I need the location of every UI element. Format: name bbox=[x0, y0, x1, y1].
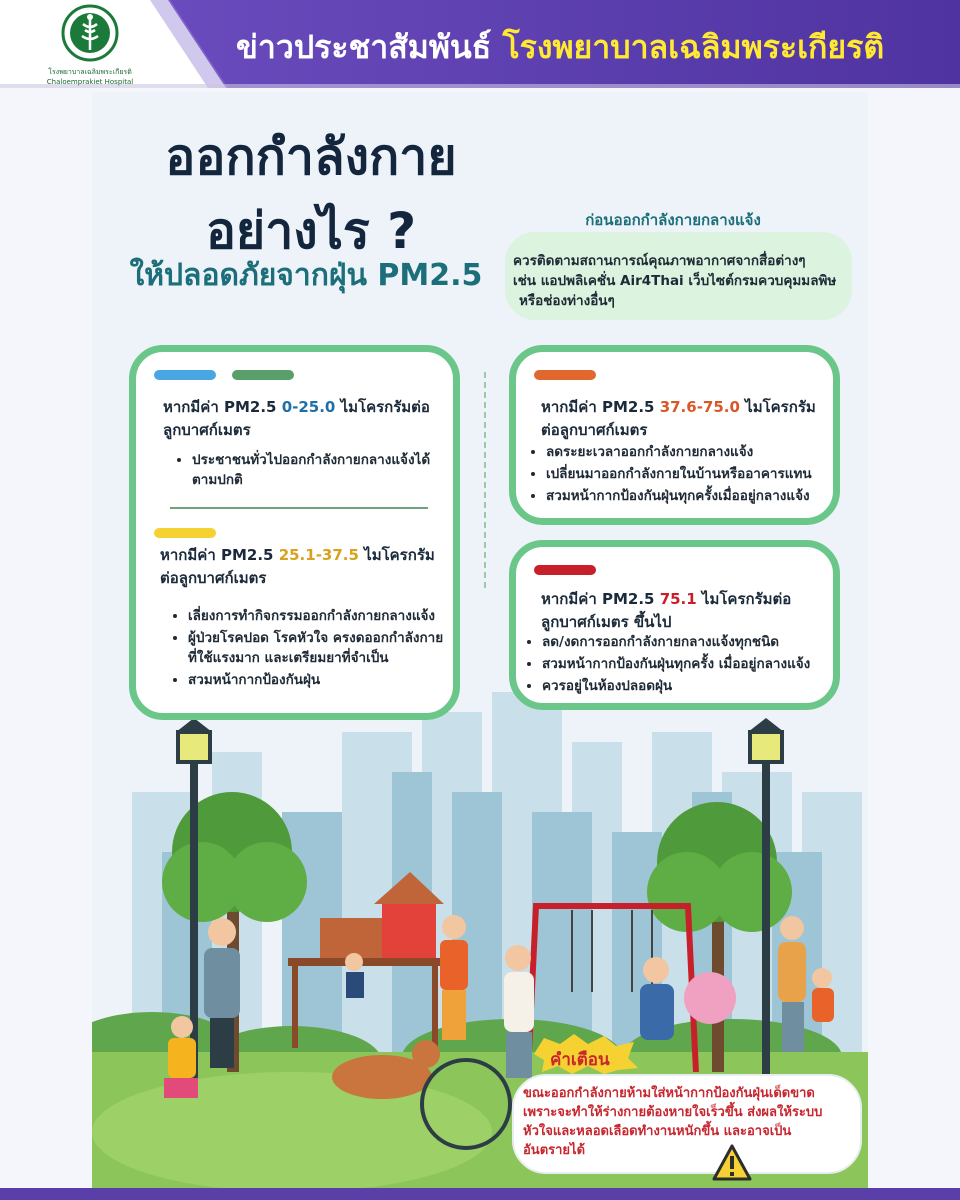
warning-line-4: อันตรายได้ bbox=[523, 1143, 586, 1158]
level-very-unhealthy-bullets bbox=[526, 632, 848, 698]
level-moderate-heading: หากมีค่า PM2.5 25.1-37.5 ไมโครกรัม ต่อลูกบาศก์เมตร bbox=[160, 546, 435, 587]
header-title-hospital: โรงพยาบาลเฉลิมพระเกียรติ bbox=[502, 28, 885, 66]
poster-title-line1: ออกกำลังกาย bbox=[165, 128, 457, 186]
warning-line-2: เพราะจะทำให้ร่างกายต้องหายใจเร็วขึ้น ส่งผลให้ระบบ bbox=[523, 1105, 823, 1120]
level-moderate-bullets bbox=[172, 606, 468, 692]
ministry-seal-icon bbox=[61, 4, 119, 62]
warning-text bbox=[523, 1084, 853, 1160]
level-very-unhealthy-value: 75.1 bbox=[659, 590, 697, 608]
header bbox=[0, 0, 960, 88]
level-very-unhealthy-bullet-3: • ควรอยู่ในห้องปลอดฝุ่น bbox=[542, 676, 848, 696]
column-divider bbox=[484, 372, 486, 588]
level-moderate-bullet-1: • เลี่ยงการทำกิจกรรมออกกำลังกายกลางแจ้ง bbox=[188, 606, 468, 626]
header-title bbox=[236, 22, 884, 73]
level-unhealthy-bullets bbox=[530, 442, 846, 508]
before-line-1: ควรติดตามสถานการณ์คุณภาพอากาศจากสื่อต่างๆ bbox=[513, 253, 806, 269]
warning-heading: คำเตือน bbox=[550, 1050, 610, 1070]
level-unhealthy-bullet-2: • เปลี่ยนมาออกกำลังกายในบ้านหรืออาคารแทน bbox=[546, 464, 846, 484]
warning-line-1: ขณะออกกำลังกายห้ามใส่หน้ากากป้องกันฝุ่นเด็ดขาด bbox=[523, 1086, 815, 1101]
level-good-value: 0-25.0 bbox=[281, 398, 336, 416]
level-very-unhealthy-heading: หากมีค่า PM2.5 75.1 ไมโครกรัมต่อ ลูกบาศก์เมตร ขึ้นไป bbox=[541, 590, 792, 631]
logo-name-th: โรงพยาบาลเฉลิมพระเกียรติ bbox=[48, 68, 132, 76]
level-unhealthy-bullet-1: • ลดระยะเวลาออกกำลังกายกลางแจ้ง bbox=[546, 442, 846, 462]
level-good-pill-green bbox=[232, 370, 294, 380]
level-very-unhealthy-pill bbox=[534, 565, 596, 575]
footer-bar bbox=[0, 1188, 960, 1200]
level-unhealthy-value: 37.6-75.0 bbox=[659, 398, 740, 416]
warning-line-3: หัวใจและหลอดเลือดทำงานหนักขึ้น และอาจเป็น bbox=[523, 1124, 792, 1139]
level-unhealthy-heading: หากมีค่า PM2.5 37.6-75.0 ไมโครกรัม ต่อลูกบาศก์เมตร bbox=[541, 398, 816, 439]
poster-subtitle: ให้ปลอดภัยจากฝุ่น PM2.5 bbox=[129, 258, 483, 293]
level-unhealthy-bullet-3: • สวมหน้ากากป้องกันฝุ่นทุกครั้งเมื่ออยู่กลางแจ้ง bbox=[546, 486, 846, 506]
before-line-2: เช่น แอปพลิเคชั่น Air4Thai เว็บไซต์กรมควบคุมมลพิษ bbox=[513, 273, 837, 289]
level-good-bullets bbox=[176, 450, 462, 492]
hospital-logo bbox=[40, 4, 140, 84]
level-very-unhealthy-bullet-1: • ลด/งดการออกกำลังกายกลางแจ้งทุกชนิด bbox=[542, 632, 848, 652]
level-moderate-bullet-3: • สวมหน้ากากป้องกันฝุ่น bbox=[188, 670, 468, 690]
level-unhealthy-pill bbox=[534, 370, 596, 380]
level-good-bullet-1: • ประชาชนทั่วไปออกกำลังกายกลางแจ้งได้ ตามปกติ bbox=[192, 450, 462, 490]
before-line-3: หรือช่องท่างอื่นๆ bbox=[519, 293, 615, 309]
header-title-prefix: ข่าวประชาสัมพันธ์ bbox=[236, 28, 492, 66]
poster-title-line2: อย่างไร ? bbox=[205, 202, 417, 260]
card-divider bbox=[170, 507, 428, 509]
logo-name-en: Chaloemprakiet Hospital bbox=[46, 78, 134, 86]
level-moderate-value: 25.1-37.5 bbox=[278, 546, 359, 564]
before-exercise-text bbox=[513, 251, 858, 311]
level-good-heading: หากมีค่า PM2.5 0-25.0 ไมโครกรัมต่อ ลูกบาศก์เมตร bbox=[163, 398, 430, 439]
level-good-pill-blue bbox=[154, 370, 216, 380]
warning-triangle-icon bbox=[712, 1144, 752, 1182]
before-exercise-heading: ก่อนออกกำลังกายกลางแจ้ง bbox=[585, 211, 761, 229]
level-moderate-pill bbox=[154, 528, 216, 538]
level-moderate-bullet-2: • ผู้ป่วยโรคปอด โรคหัวใจ ครงดออกกำลังกาย ที่ใช้แรงมาก และเตรียมยาที่จำเป็น bbox=[188, 628, 468, 668]
level-very-unhealthy-bullet-2: • สวมหน้ากากป้องกันฝุ่นทุกครั้ง เมื่ออยู่กลางแจ้ง bbox=[542, 654, 848, 674]
